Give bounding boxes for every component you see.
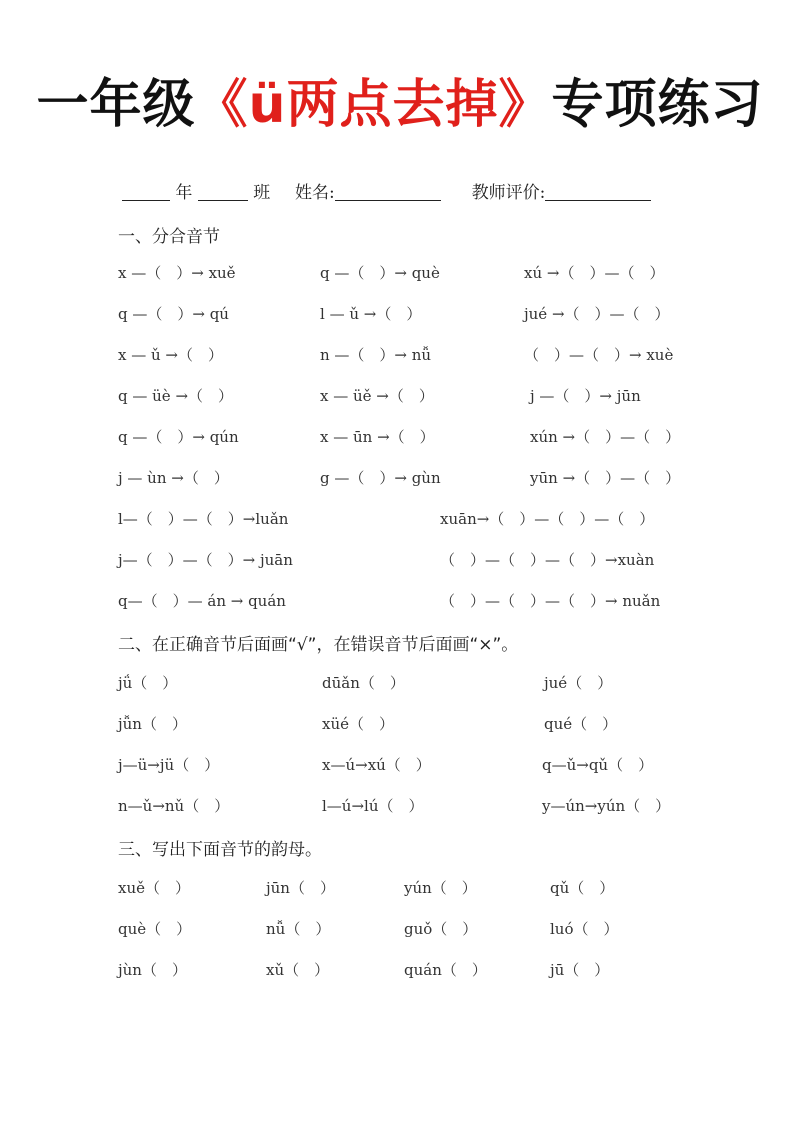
exercise-item: q—ǔ→qǔ（ ） (542, 756, 654, 774)
exercise-item: jùn（ ） (118, 961, 187, 979)
exercise-item: q —（ ）→ qún (118, 428, 239, 446)
exercise-item: （ ）—（ ）—（ ）→xuàn (440, 551, 655, 569)
teacher-eval-blank[interactable] (545, 183, 651, 201)
exercise-item: g —（ ）→ gùn (320, 469, 441, 487)
exercise-item: x — ǔ →（ ） (118, 346, 223, 364)
title-highlight: 《ü两点去掉》 (195, 75, 552, 135)
title-prefix: 一年级 (36, 75, 196, 135)
exercise-item: l — ǔ →（ ） (320, 305, 422, 323)
exercise-item: nǚ（ ） (266, 920, 331, 938)
exercise-item: jǚn（ ） (118, 715, 187, 733)
exercise-item: x — üě →（ ） (320, 387, 434, 405)
exercise-item: xú →（ ）—（ ） (524, 264, 665, 282)
exercise-item: j —（ ）→ jūn (530, 387, 641, 405)
section-1-heading: 一、分合音节 (118, 227, 220, 247)
exercise-item: yún（ ） (404, 879, 477, 897)
teacher-eval-label: 教师评价: (471, 183, 546, 203)
grade-blank[interactable] (122, 183, 170, 201)
student-info-line (122, 178, 651, 203)
exercise-item: guǒ（ ） (404, 920, 478, 938)
exercise-item: q —（ ）→ qú (118, 305, 229, 323)
exercise-item: yūn →（ ）—（ ） (530, 469, 681, 487)
class-blank[interactable] (198, 183, 248, 201)
class-label: 班 (253, 183, 271, 203)
exercise-item: l—（ ）—（ ）→luǎn (118, 510, 289, 528)
page-title (0, 62, 800, 137)
exercise-item: q — üè →（ ） (118, 387, 234, 405)
exercise-item: x —（ ）→ xuě (118, 264, 236, 282)
exercise-item: xún →（ ）—（ ） (530, 428, 681, 446)
name-label: 姓名: (295, 183, 335, 203)
exercise-item: x—ú→xú（ ） (322, 756, 431, 774)
grade-label: 年 (175, 183, 193, 203)
exercise-item: xǔ（ ） (266, 961, 330, 979)
exercise-item: q—（ ）— án → quán (118, 592, 286, 610)
exercise-item: jū（ ） (550, 961, 610, 979)
exercise-item: j—（ ）—（ ）→ juān (118, 551, 293, 569)
exercise-item: jūn（ ） (266, 879, 335, 897)
name-blank[interactable] (335, 183, 441, 201)
exercise-item: （ ）—（ ）→ xuè (524, 346, 674, 364)
exercise-item: xuān→（ ）—（ ）—（ ） (440, 510, 655, 528)
exercise-item: q —（ ）→ què (320, 264, 440, 282)
section-2-heading: 二、在正确音节后面画“√”，在错误音节后面画“×”。 (118, 635, 519, 655)
exercise-item: j — ùn →（ ） (118, 469, 229, 487)
exercise-item: dūǎn（ ） (322, 674, 405, 692)
exercise-item: n —（ ）→ nǚ (320, 346, 432, 364)
exercise-item: luó（ ） (550, 920, 619, 938)
title-suffix: 专项练习 (551, 75, 764, 135)
exercise-item: （ ）—（ ）—（ ）→ nuǎn (440, 592, 661, 610)
exercise-item: j—ü→jü（ ） (118, 756, 220, 774)
exercise-item: y—ún→yún（ ） (542, 797, 671, 815)
exercise-item: què（ ） (118, 920, 192, 938)
exercise-item: x — ūn →（ ） (320, 428, 435, 446)
section-3-heading: 三、写出下面音节的韵母。 (118, 840, 322, 860)
exercise-item: xüé（ ） (322, 715, 394, 733)
exercise-item: xuě（ ） (118, 879, 190, 897)
exercise-item: jué（ ） (544, 674, 613, 692)
exercise-item: l—ú→lú（ ） (322, 797, 424, 815)
exercise-item: n—ǔ→nǔ（ ） (118, 797, 230, 815)
exercise-item: jué →（ ）—（ ） (524, 305, 670, 323)
exercise-item: qué（ ） (544, 715, 618, 733)
exercise-item: jǘ（ ） (118, 674, 178, 692)
exercise-item: quán（ ） (404, 961, 487, 979)
exercise-item: qǔ（ ） (550, 879, 615, 897)
